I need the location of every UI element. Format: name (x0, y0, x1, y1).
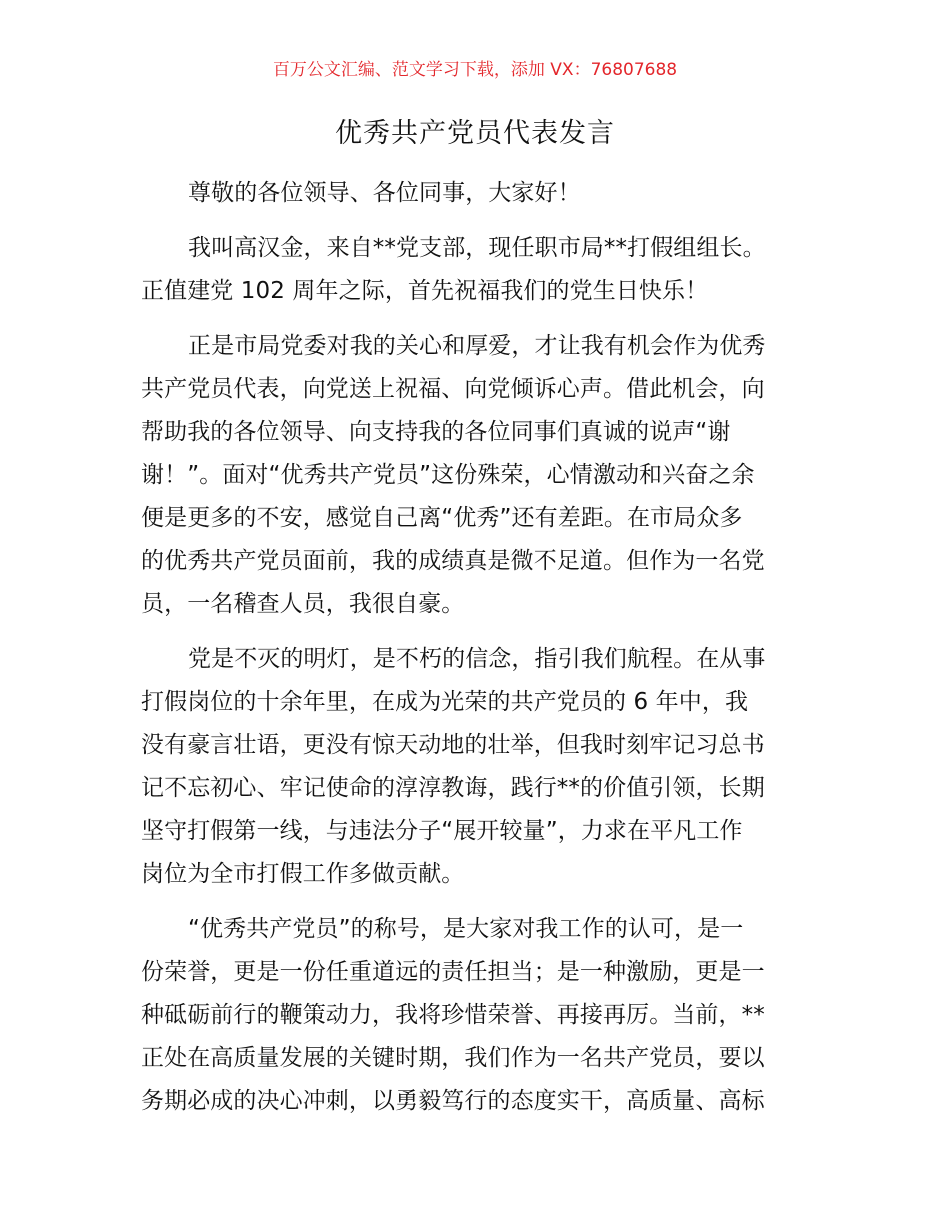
paragraph-line: 坚守打假第一线，与违法分子“展开较量”，力求在平凡工作 (141, 818, 743, 844)
paragraph-line: 员，一名稽查人员，我很自豪。 (141, 591, 465, 617)
paragraph-gratitude (141, 325, 813, 626)
paragraph-line: 的优秀共产党员面前，我的成绩真是微不足道。但作为一名党 (141, 548, 765, 574)
paragraph-line: 记不忘初心、牢记使命的淳淳教诲，践行**的价值引领，长期 (141, 775, 765, 801)
paragraph-line: 正是市局党委对我的关心和厚爱，才让我有机会作为优秀 (188, 333, 766, 359)
paragraph-line: 我叫高汉金，来自**党支部，现任职市局**打假组组长。 (188, 235, 766, 261)
paragraph-line: 党是不灭的明灯，是不朽的信念，指引我们航程。在从事 (188, 646, 766, 672)
paragraph-line: 正值建党 102 周年之际，首先祝福我们的党生日快乐！ (141, 278, 709, 304)
document-title: 优秀共产党员代表发言 (335, 118, 615, 149)
paragraph-line: 共产党员代表，向党送上祝福、向党倾诉心声。借此机会，向 (141, 376, 765, 402)
paragraph-line: 没有豪言壮语，更没有惊天动地的壮举，但我时刻牢记习总书 (141, 732, 765, 758)
watermark-banner: 百万公文汇编、范文学习下载，添加 VX：76807688 (272, 60, 678, 80)
paragraph-line: 便是更多的不安，感觉自己离“优秀”还有差距。在市局众多 (141, 505, 743, 531)
paragraph-introduction (141, 227, 813, 313)
paragraph-line: 谢！”。面对“优秀共产党员”这份殊荣，心情激动和兴奋之余 (141, 462, 755, 488)
paragraph-line: “优秀共产党员”的称号，是大家对我工作的认可，是一 (188, 916, 744, 942)
paragraph-line: 务期必成的决心冲刺，以勇毅笃行的态度实干，高质量、高标 (141, 1088, 765, 1114)
paragraph-commitment (141, 908, 813, 1123)
document-body (141, 172, 813, 1135)
paragraph-line: 岗位为全市打假工作多做贡献。 (141, 861, 465, 887)
paragraph-work-record (141, 638, 813, 896)
paragraph-line: 正处在高质量发展的关键时期，我们作为一名共产党员，要以 (141, 1045, 765, 1071)
paragraph-line: 打假岗位的十余年里，在成为光荣的共产党员的 6 年中，我 (141, 689, 749, 715)
paragraph-line: 尊敬的各位领导、各位同事，大家好！ (188, 180, 581, 206)
paragraph-line: 种砥砺前行的鞭策动力，我将珍惜荣誉、再接再厉。当前，** (141, 1002, 765, 1028)
paragraph-line: 帮助我的各位领导、向支持我的各位同事们真诚的说声“谢 (141, 419, 731, 445)
paragraph-greeting (141, 172, 813, 215)
paragraph-line: 份荣誉，更是一份任重道远的责任担当；是一种激励，更是一 (141, 959, 765, 985)
